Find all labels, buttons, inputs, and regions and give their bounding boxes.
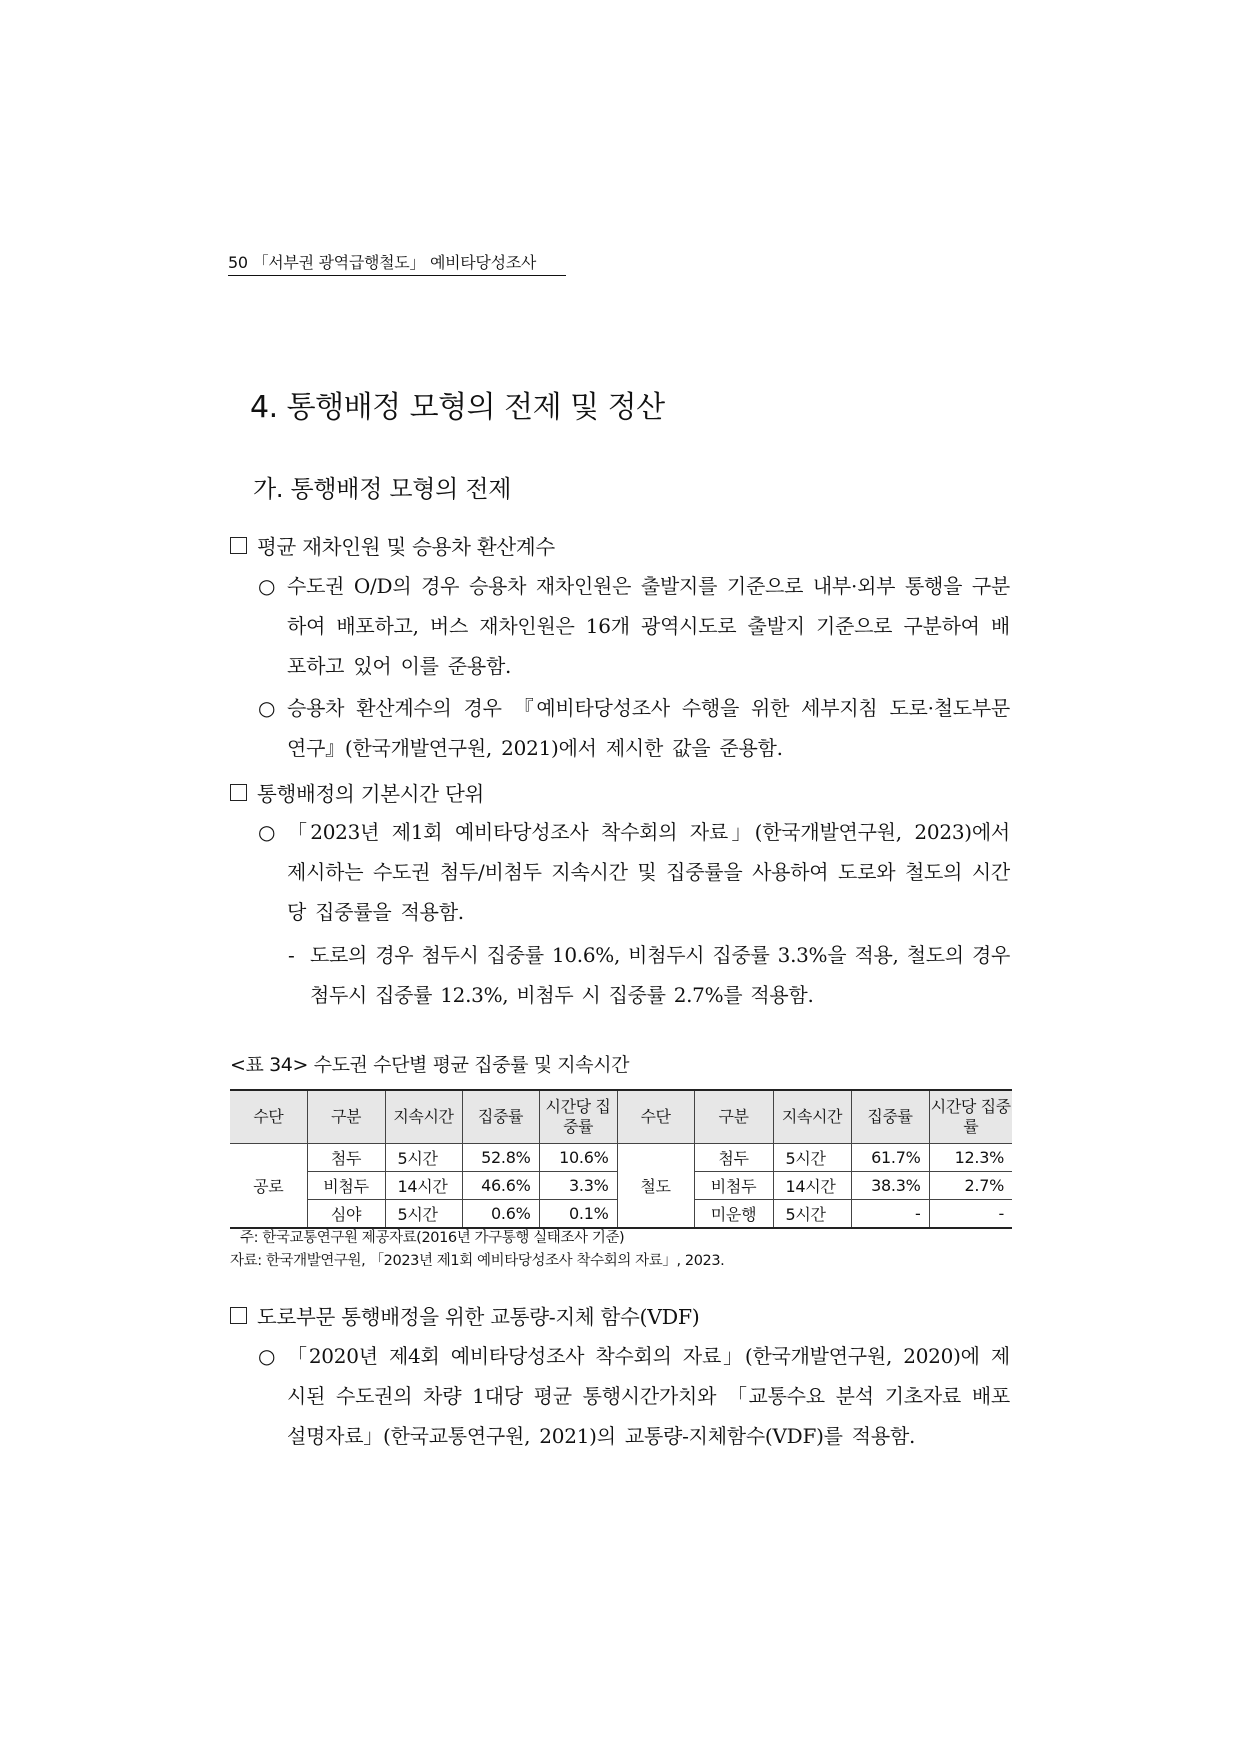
dash-bullet-icon: - (288, 943, 295, 967)
square-bullet-icon (230, 784, 247, 801)
block3-heading-text: 도로부문 통행배정을 위한 교통량-지체 함수(VDF) (257, 1305, 700, 1329)
header-cell: 지속시간 (385, 1090, 462, 1144)
section-title: 4. 통행배정 모형의 전제 및 정산 (250, 390, 665, 425)
table-cell: 0.6% (462, 1200, 539, 1229)
bullet-text: 「2020년 제4회 예비타당성조사 착수회의 자료」(한국개발연구원, 2020)에 제시된 수도권의 차량 1대당 평균 통행시간가치와 「교통수요 분석 기초자료 배포 설명자료」(한국교통연구원, 2021)의 교통량-지체함수(VDF)를 적용함. (287, 1344, 1010, 1448)
header-cell: 시간당 집중률 (539, 1090, 617, 1144)
header-cell: 수단 (617, 1090, 694, 1144)
bullet-text: 「2023년 제1회 예비타당성조사 착수회의 자료」(한국개발연구원, 2023)에서 제시하는 수도권 첨두/비첨두 지속시간 및 집중률을 사용하여 도로와 철도의 시간당 집중률을 적용함. (287, 820, 1010, 924)
concentration-table (230, 1089, 1012, 1229)
page-number: 50 (228, 253, 248, 272)
subsection-title: 가. 통행배정 모형의 전제 (253, 475, 512, 503)
table-cell: - (851, 1200, 929, 1229)
table-cell: 비첨두 (307, 1172, 385, 1200)
block1-heading (230, 530, 555, 560)
block1-bullet-1 (258, 566, 1010, 686)
table-cell: 12.3% (929, 1144, 1012, 1172)
table-cell: 38.3% (851, 1172, 929, 1200)
table-cell: 미운행 (694, 1200, 773, 1229)
block1-bullet-2 (258, 688, 1010, 768)
block2-heading (230, 777, 484, 807)
header-cell: 집중률 (851, 1090, 929, 1144)
table-cell: 0.1% (539, 1200, 617, 1229)
header-cell: 시간당 집중률 (929, 1090, 1012, 1144)
dash-text: 도로의 경우 첨두시 집중률 10.6%, 비첨두시 집중률 3.3%을 적용, 철도의 경우 첨두시 집중률 12.3%, 비첨두 시 집중률 2.7%를 적용함. (310, 943, 1010, 1007)
document-title: 「서부권 광역급행철도」 예비타당성조사 (252, 253, 537, 272)
road-mode-cell: 공로 (230, 1144, 307, 1229)
header-cell: 집중률 (462, 1090, 539, 1144)
circle-bullet-icon: ○ (258, 820, 276, 844)
header-cell: 지속시간 (773, 1090, 851, 1144)
table-cell: 5시간 (773, 1200, 851, 1229)
table-title: <표 34> 수도권 수단별 평균 집중률 및 지속시간 (230, 1054, 630, 1076)
table-cell: 심야 (307, 1200, 385, 1229)
block3-bullet-1 (258, 1336, 1010, 1456)
table-cell: 5시간 (385, 1144, 462, 1172)
table-cell: 비첨두 (694, 1172, 773, 1200)
table-cell: 14시간 (385, 1172, 462, 1200)
header-cell: 구분 (307, 1090, 385, 1144)
table-cell: 첨두 (694, 1144, 773, 1172)
circle-bullet-icon: ○ (258, 574, 276, 598)
block2-dash-item (288, 935, 1010, 1015)
table-row (230, 1144, 1012, 1172)
square-bullet-icon (230, 1307, 247, 1324)
header-cell: 구분 (694, 1090, 773, 1144)
circle-bullet-icon: ○ (258, 696, 276, 720)
table-cell: 61.7% (851, 1144, 929, 1172)
table-cell: 52.8% (462, 1144, 539, 1172)
table-cell: 3.3% (539, 1172, 617, 1200)
rail-mode-cell: 철도 (617, 1144, 694, 1229)
header-cell: 수단 (230, 1090, 307, 1144)
table-cell: 10.6% (539, 1144, 617, 1172)
bullet-text: 승용차 환산계수의 경우 『예비타당성조사 수행을 위한 세부지침 도로·철도부문 연구』(한국개발연구원, 2021)에서 제시한 값을 준용함. (287, 696, 1010, 760)
table-cell: 첨두 (307, 1144, 385, 1172)
block2-bullet-1 (258, 812, 1010, 932)
block3-heading (230, 1300, 700, 1330)
block2-heading-text: 통행배정의 기본시간 단위 (257, 782, 484, 806)
circle-bullet-icon: ○ (258, 1344, 276, 1368)
bullet-text: 수도권 O/D의 경우 승용차 재차인원은 출발지를 기준으로 내부·외부 통행을 구분하여 배포하고, 버스 재차인원은 16개 광역시도로 출발지 기준으로 구분하여 배포하고 있어 이를 준용함. (287, 574, 1010, 678)
running-header (228, 250, 566, 276)
table-source: 자료: 한국개발연구원, 「2023년 제1회 예비타당성조사 착수회의 자료」, 2023. (230, 1253, 725, 1269)
table-cell: - (929, 1200, 1012, 1229)
table-cell: 46.6% (462, 1172, 539, 1200)
table-cell: 14시간 (773, 1172, 851, 1200)
table-cell: 5시간 (385, 1200, 462, 1229)
table-header-row (230, 1090, 1012, 1144)
square-bullet-icon (230, 537, 247, 554)
table-cell: 5시간 (773, 1144, 851, 1172)
block1-heading-text: 평균 재차인원 및 승용차 환산계수 (257, 535, 555, 559)
table-note: 주: 한국교통연구원 제공자료(2016년 가구통행 실태조사 기준) (240, 1230, 625, 1246)
table-cell: 2.7% (929, 1172, 1012, 1200)
